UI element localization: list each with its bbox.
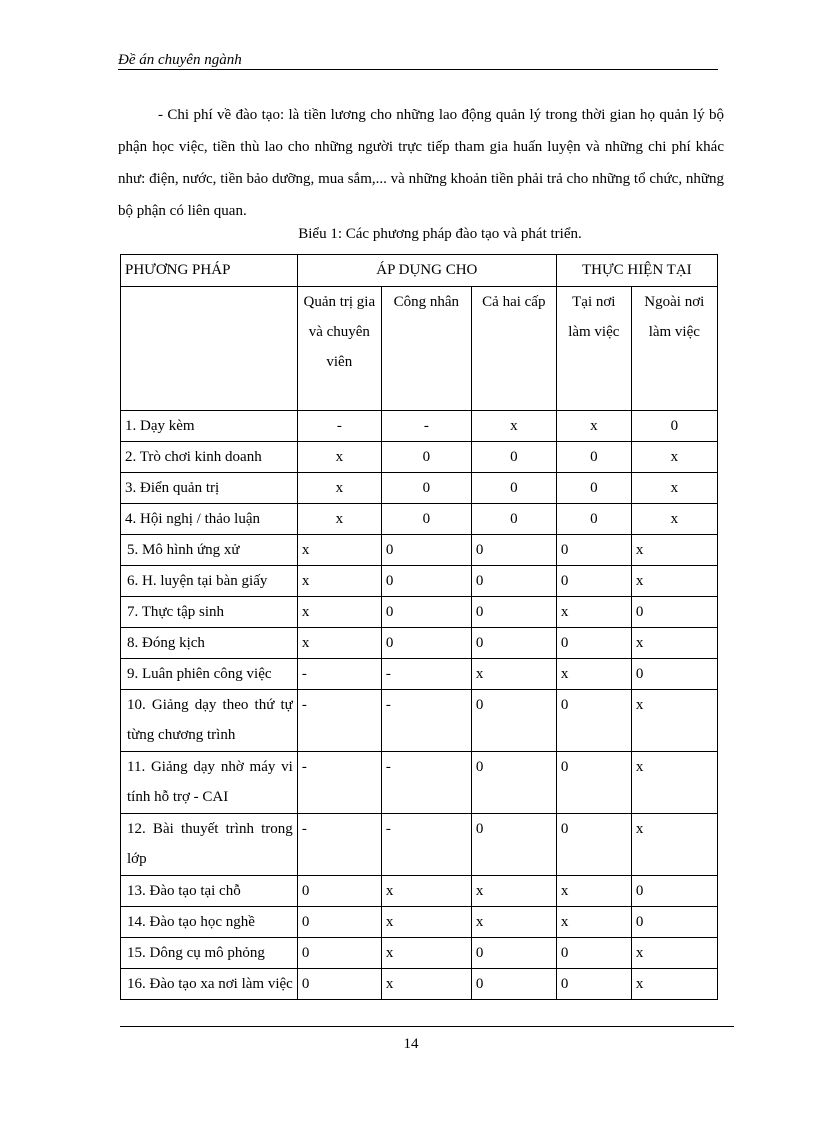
value-cell: x bbox=[556, 876, 631, 907]
header-rule bbox=[118, 69, 718, 70]
method-cell: 9. Luân phiên công việc bbox=[121, 659, 298, 690]
subheader-both-levels: Cả hai cấp bbox=[471, 287, 556, 411]
method-cell: 5. Mô hình ứng xử bbox=[121, 535, 298, 566]
subheader-off-site: Ngoài nơi làm việc bbox=[631, 287, 717, 411]
header-method: PHƯƠNG PHÁP bbox=[121, 255, 298, 287]
value-cell: 0 bbox=[556, 752, 631, 814]
value-cell: 0 bbox=[471, 969, 556, 1000]
table-row bbox=[121, 442, 718, 473]
value-cell: 0 bbox=[556, 628, 631, 659]
value-cell: 0 bbox=[297, 876, 381, 907]
value-cell: x bbox=[631, 814, 717, 876]
value-cell: 0 bbox=[471, 535, 556, 566]
value-cell: - bbox=[381, 411, 471, 442]
value-cell: x bbox=[631, 938, 717, 969]
value-cell: 0 bbox=[297, 938, 381, 969]
value-cell: 0 bbox=[556, 504, 631, 535]
value-cell: x bbox=[631, 690, 717, 752]
value-cell: 0 bbox=[381, 566, 471, 597]
value-cell: x bbox=[471, 907, 556, 938]
value-cell: x bbox=[631, 473, 717, 504]
value-cell: 0 bbox=[471, 690, 556, 752]
value-cell: 0 bbox=[297, 969, 381, 1000]
table-row bbox=[121, 504, 718, 535]
value-cell: 0 bbox=[556, 473, 631, 504]
table-row bbox=[121, 969, 718, 1000]
table-row bbox=[121, 597, 718, 628]
table-row bbox=[121, 535, 718, 566]
table-row bbox=[121, 876, 718, 907]
value-cell: x bbox=[381, 876, 471, 907]
value-cell: x bbox=[471, 411, 556, 442]
method-cell: 14. Đào tạo học nghề bbox=[121, 907, 298, 938]
method-cell: 11. Giảng dạy nhờ máy vi tính hỗ trợ - CAI bbox=[121, 752, 298, 814]
value-cell: - bbox=[297, 752, 381, 814]
value-cell: 0 bbox=[556, 535, 631, 566]
value-cell: x bbox=[631, 566, 717, 597]
table-row bbox=[121, 938, 718, 969]
subheader-on-site: Tại nơi làm việc bbox=[556, 287, 631, 411]
value-cell: x bbox=[297, 504, 381, 535]
value-cell: 0 bbox=[381, 628, 471, 659]
footer-rule bbox=[120, 1026, 734, 1027]
value-cell: 0 bbox=[471, 814, 556, 876]
method-cell: 12. Bài thuyết trình trong lớp bbox=[121, 814, 298, 876]
value-cell: 0 bbox=[471, 504, 556, 535]
value-cell: 0 bbox=[381, 504, 471, 535]
value-cell: x bbox=[556, 597, 631, 628]
value-cell: - bbox=[381, 814, 471, 876]
value-cell: x bbox=[631, 535, 717, 566]
table-row bbox=[121, 814, 718, 876]
value-cell: 0 bbox=[631, 876, 717, 907]
value-cell: x bbox=[297, 566, 381, 597]
value-cell: 0 bbox=[556, 442, 631, 473]
value-cell: - bbox=[297, 659, 381, 690]
value-cell: x bbox=[381, 907, 471, 938]
method-cell: 15. Dông cụ mô phỏng bbox=[121, 938, 298, 969]
table-row bbox=[121, 566, 718, 597]
table-caption: Biểu 1: Các phương pháp đào tạo và phát triển. bbox=[298, 226, 582, 242]
value-cell: x bbox=[556, 659, 631, 690]
value-cell: x bbox=[471, 659, 556, 690]
value-cell: - bbox=[297, 814, 381, 876]
subheader-managers: Quản trị gia và chuyên viên bbox=[297, 287, 381, 411]
value-cell: - bbox=[297, 411, 381, 442]
header-performed-at: THỰC HIỆN TẠI bbox=[556, 255, 717, 287]
value-cell: 0 bbox=[471, 597, 556, 628]
value-cell: - bbox=[381, 752, 471, 814]
method-cell: 6. H. luyện tại bàn giấy bbox=[121, 566, 298, 597]
value-cell: 0 bbox=[471, 938, 556, 969]
value-cell: 0 bbox=[381, 442, 471, 473]
value-cell: 0 bbox=[471, 473, 556, 504]
method-cell: 8. Đóng kịch bbox=[121, 628, 298, 659]
method-cell: 2. Trò chơi kinh doanh bbox=[121, 442, 298, 473]
header-applies-to: ÁP DỤNG CHO bbox=[297, 255, 556, 287]
header-title: Đề án chuyên ngành bbox=[118, 52, 242, 68]
value-cell: 0 bbox=[381, 473, 471, 504]
methods-table bbox=[120, 254, 718, 1000]
value-cell: x bbox=[297, 535, 381, 566]
value-cell: - bbox=[381, 659, 471, 690]
value-cell: - bbox=[297, 690, 381, 752]
method-cell: 10. Giảng dạy theo thứ tự từng chương trình bbox=[121, 690, 298, 752]
method-cell: 16. Đào tạo xa nơi làm việc bbox=[121, 969, 298, 1000]
value-cell: 0 bbox=[471, 752, 556, 814]
table-row bbox=[121, 907, 718, 938]
table-row bbox=[121, 473, 718, 504]
value-cell: x bbox=[631, 504, 717, 535]
value-cell: 0 bbox=[471, 442, 556, 473]
value-cell: 0 bbox=[471, 566, 556, 597]
header-method-empty bbox=[121, 287, 298, 411]
value-cell: 0 bbox=[471, 628, 556, 659]
table-row bbox=[121, 659, 718, 690]
method-cell: 13. Đào tạo tại chỗ bbox=[121, 876, 298, 907]
value-cell: 0 bbox=[556, 566, 631, 597]
value-cell: x bbox=[297, 628, 381, 659]
table-row bbox=[121, 690, 718, 752]
value-cell: x bbox=[381, 938, 471, 969]
method-cell: 3. Điển quản trị bbox=[121, 473, 298, 504]
group-header-row bbox=[121, 255, 718, 287]
value-cell: 0 bbox=[297, 907, 381, 938]
page-header bbox=[118, 52, 718, 72]
table-row bbox=[121, 411, 718, 442]
subheader-workers: Công nhân bbox=[381, 287, 471, 411]
intro-paragraph: - Chi phí về đào tạo: là tiền lương cho những lao động quản lý trong thời gian họ quản lý bộ phận học việc, tiền thù lao cho những người trực tiếp tham gia huấn luyện và những chi phí khác như: điện, nước, tiền bảo dưỡng, mua sắm,... và những khoản tiền phải trả cho những tổ chức, những bộ phận có liên quan. bbox=[118, 107, 724, 219]
value-cell: x bbox=[556, 907, 631, 938]
value-cell: x bbox=[297, 597, 381, 628]
value-cell: x bbox=[297, 442, 381, 473]
value-cell: 0 bbox=[631, 411, 717, 442]
value-cell: x bbox=[297, 473, 381, 504]
page-number: 14 bbox=[403, 1036, 419, 1052]
value-cell: 0 bbox=[556, 938, 631, 969]
table-row bbox=[121, 752, 718, 814]
method-cell: 4. Hội nghị / thảo luận bbox=[121, 504, 298, 535]
value-cell: 0 bbox=[381, 597, 471, 628]
value-cell: 0 bbox=[556, 969, 631, 1000]
value-cell: 0 bbox=[381, 535, 471, 566]
value-cell: 0 bbox=[556, 814, 631, 876]
sub-header-row bbox=[121, 287, 718, 411]
value-cell: - bbox=[381, 690, 471, 752]
value-cell: x bbox=[631, 969, 717, 1000]
value-cell: x bbox=[556, 411, 631, 442]
value-cell: 0 bbox=[631, 597, 717, 628]
table-row bbox=[121, 628, 718, 659]
value-cell: x bbox=[381, 969, 471, 1000]
value-cell: 0 bbox=[631, 907, 717, 938]
method-cell: 1. Dạy kèm bbox=[121, 411, 298, 442]
value-cell: x bbox=[631, 442, 717, 473]
value-cell: 0 bbox=[631, 659, 717, 690]
method-cell: 7. Thực tập sinh bbox=[121, 597, 298, 628]
value-cell: x bbox=[631, 628, 717, 659]
value-cell: x bbox=[631, 752, 717, 814]
value-cell: x bbox=[471, 876, 556, 907]
value-cell: 0 bbox=[556, 690, 631, 752]
